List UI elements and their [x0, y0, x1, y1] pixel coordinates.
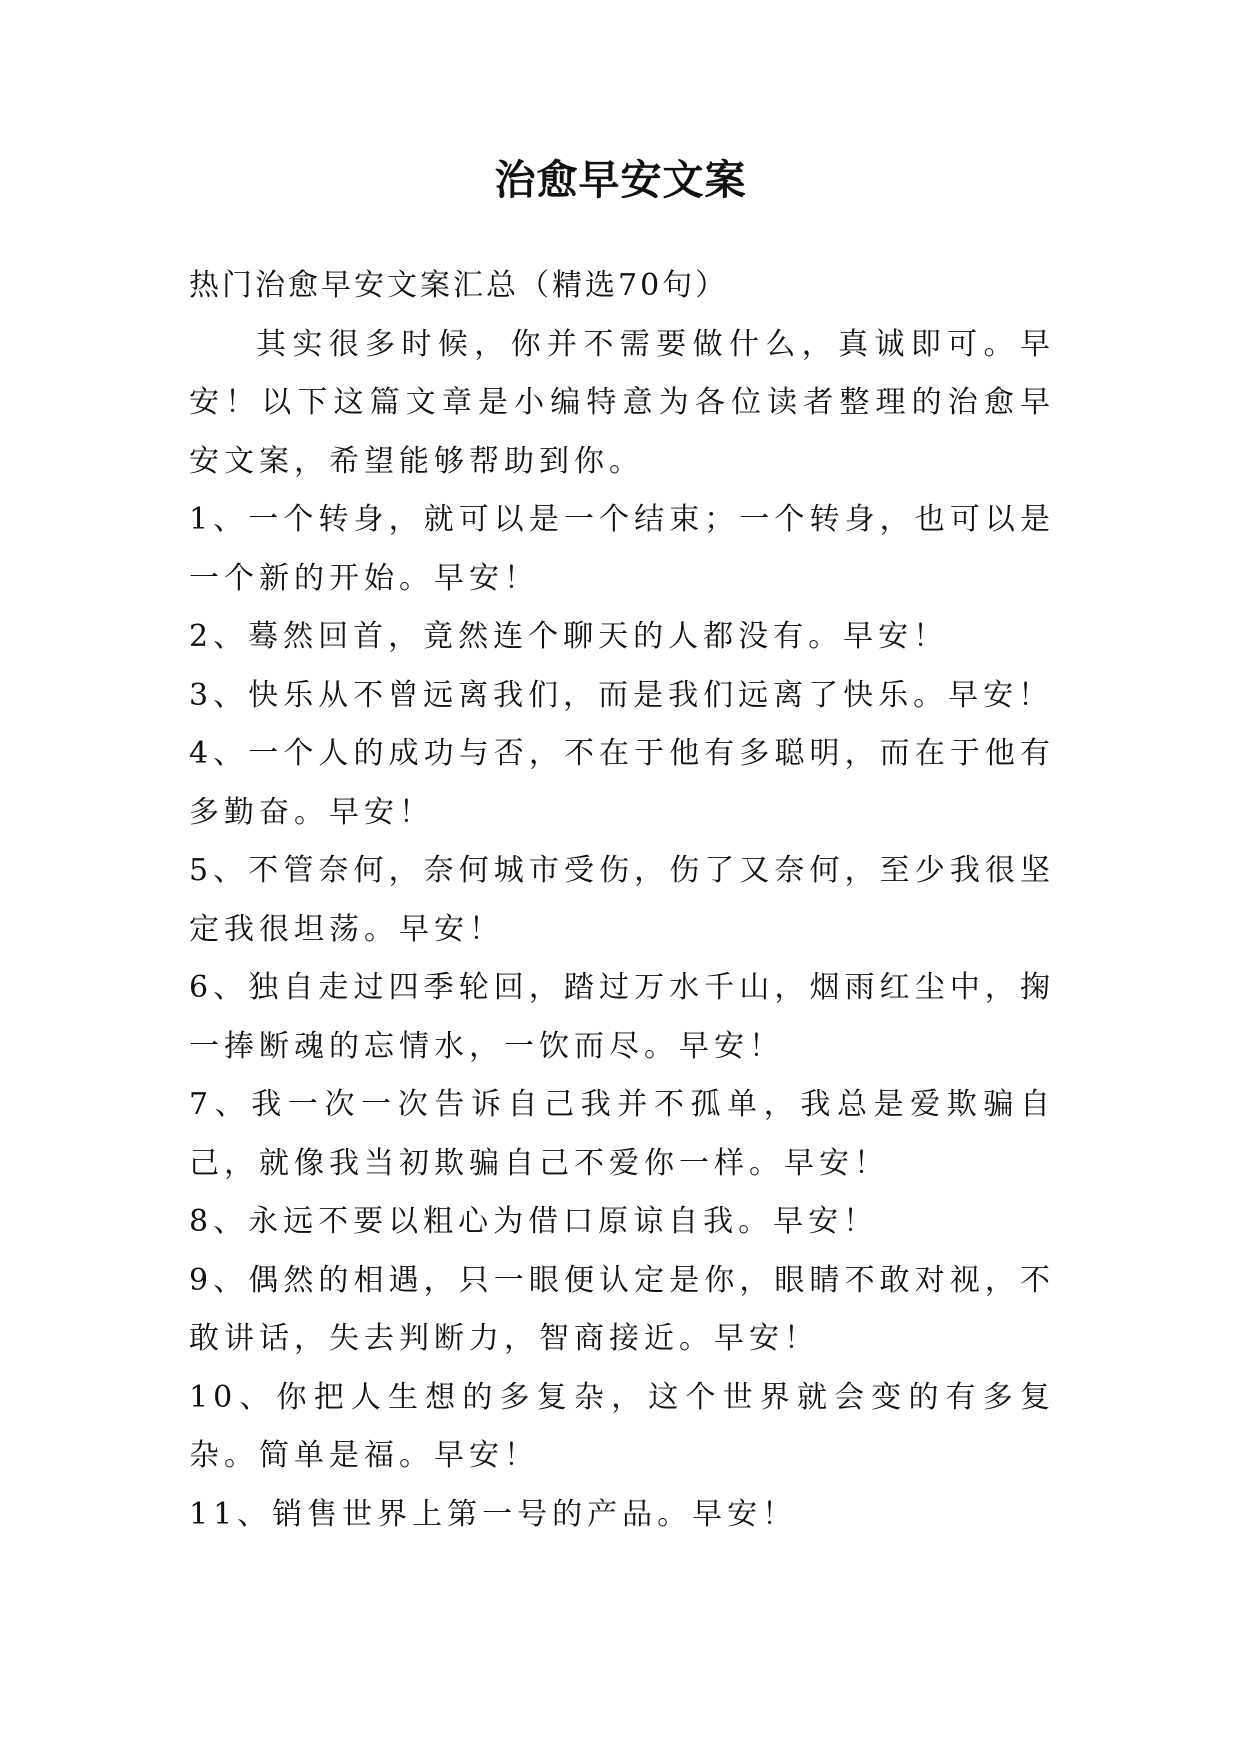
list-item: 10、你把人生想的多复杂，这个世界就会变的有多复杂。简单是福。早安！ [189, 1379, 1055, 1473]
list-item: 2、蓦然回首，竟然连个聊天的人都没有。早安！ [189, 619, 949, 654]
document-title: 治愈早安文案 [494, 156, 747, 204]
intro-paragraph: 其实很多时候，你并不需要做什么，真诚即可。早安！以下这篇文章是小编特意为各位读者整理的治愈早安文案，希望能够帮助到你。 [189, 326, 1055, 479]
document-body [189, 257, 1055, 1544]
list-item: 8、永远不要以粗心为借口原谅自我。早安！ [189, 1204, 879, 1239]
list-item: 7、我一次一次告诉自己我并不孤单，我总是爱欺骗自己，就像我当初欺骗自己不爱你一样。早安！ [189, 1087, 1055, 1181]
list-item: 6、独自走过四季轮回，踏过万水千山，烟雨红尘中，掬一捧断魂的忘情水，一饮而尽。早安！ [189, 970, 1055, 1064]
list-item: 9、偶然的相遇，只一眼便认定是你，眼睛不敢对视，不敢讲话，失去判断力，智商接近。早安！ [189, 1262, 1055, 1356]
list-item: 4、一个人的成功与否，不在于他有多聪明，而在于他有多勤奋。早安！ [189, 736, 1055, 830]
document-subtitle: 热门治愈早安文案汇总（精选70句） [189, 268, 729, 303]
list-item: 5、不管奈何，奈何城市受伤，伤了又奈何，至少我很坚定我很坦荡。早安！ [189, 853, 1055, 947]
list-item: 3、快乐从不曾远离我们，而是我们远离了快乐。早安！ [189, 677, 1054, 713]
list-item: 11、销售世界上第一号的产品。早安！ [189, 1496, 798, 1532]
list-item: 1、一个转身，就可以是一个结束；一个转身，也可以是一个新的开始。早安！ [189, 502, 1055, 596]
